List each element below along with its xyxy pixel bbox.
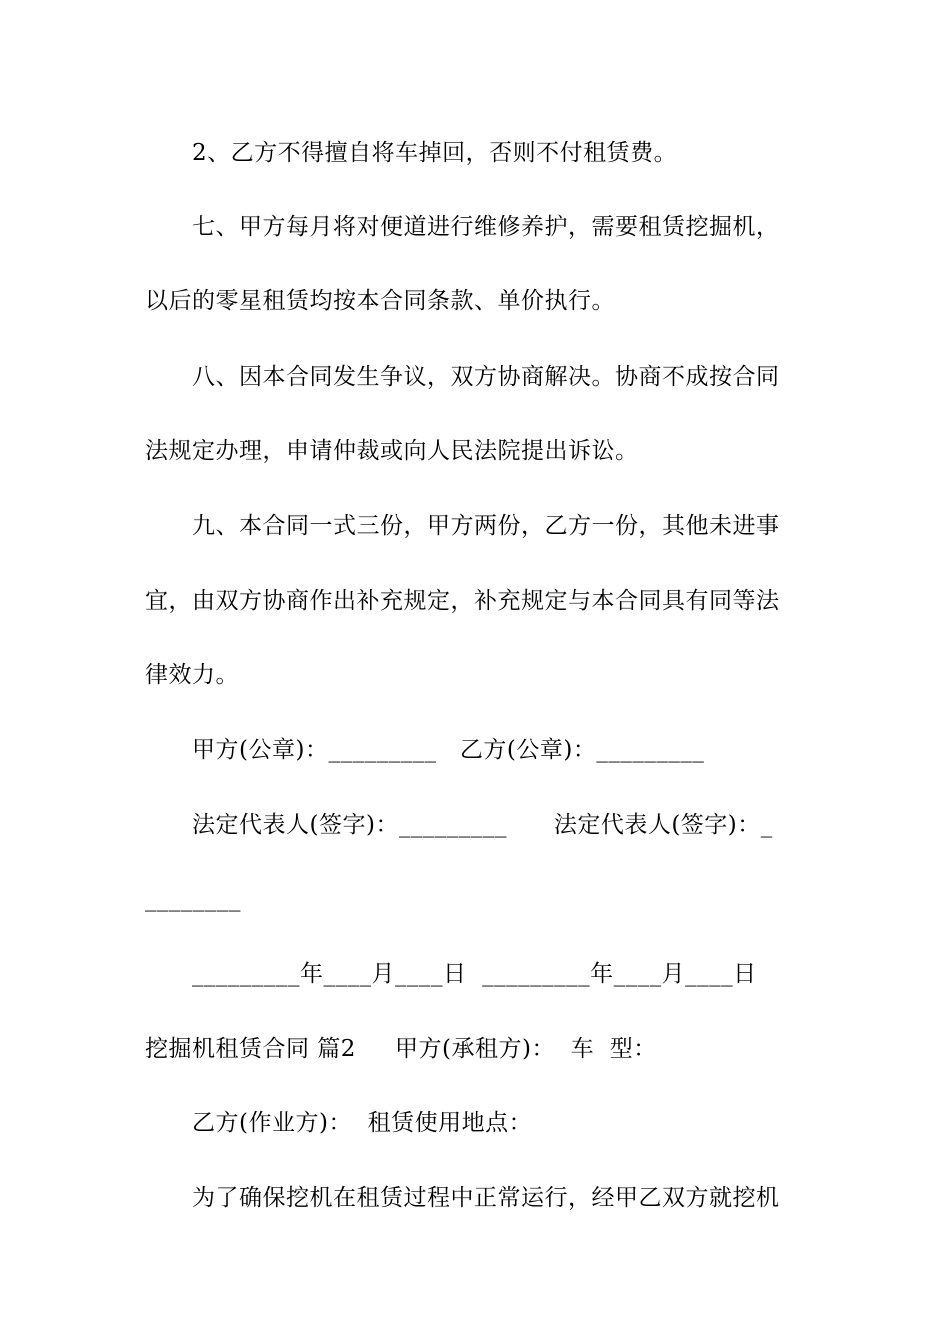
clause-7-line-1: 七、甲方每月将对便道进行维修养护，需要租赁挖掘机， [192, 214, 780, 240]
legal-representative-line: 法定代表人(签字)：_________ 法定代表人(签字)：_ [192, 812, 773, 838]
clause-8-line-1: 八、因本合同发生争议，双方协商解决。协商不成按合同 [192, 364, 780, 390]
contract-2-preamble-line: 为了确保挖机在租赁过程中正常运行，经甲乙双方就挖机 [192, 1185, 780, 1211]
clause-9-line-3: 律效力。 [145, 662, 239, 688]
clause-7-line-2: 以后的零星租赁均按本合同条款、单价执行。 [145, 288, 615, 314]
signing-date-line: _________年____月____日 _________年____月____日 [192, 961, 757, 987]
clause-9-line-2: 宜，由双方协商作出补充规定，补充规定与本合同具有同等法 [145, 588, 780, 614]
clause-9-line-1: 九、本合同一式三份，甲方两份，乙方一份，其他未进事 [192, 513, 780, 539]
legal-representative-line-continued: ________ [145, 886, 241, 912]
contract-2-heading-line: 挖掘机租赁合同 篇2 甲方(承租方)： 车 型： [145, 1036, 657, 1062]
contract-2-party-b-line: 乙方(作业方)： 租赁使用地点： [192, 1110, 533, 1136]
clause-8-line-2: 法规定办理，申请仲裁或向人民法院提出诉讼。 [145, 438, 639, 464]
party-seal-line: 甲方(公章)：_________ 乙方(公章)：_________ [192, 737, 705, 763]
clause-6-item-2: 2、乙方不得擅自将车掉回，否则不付租赁费。 [192, 140, 678, 166]
